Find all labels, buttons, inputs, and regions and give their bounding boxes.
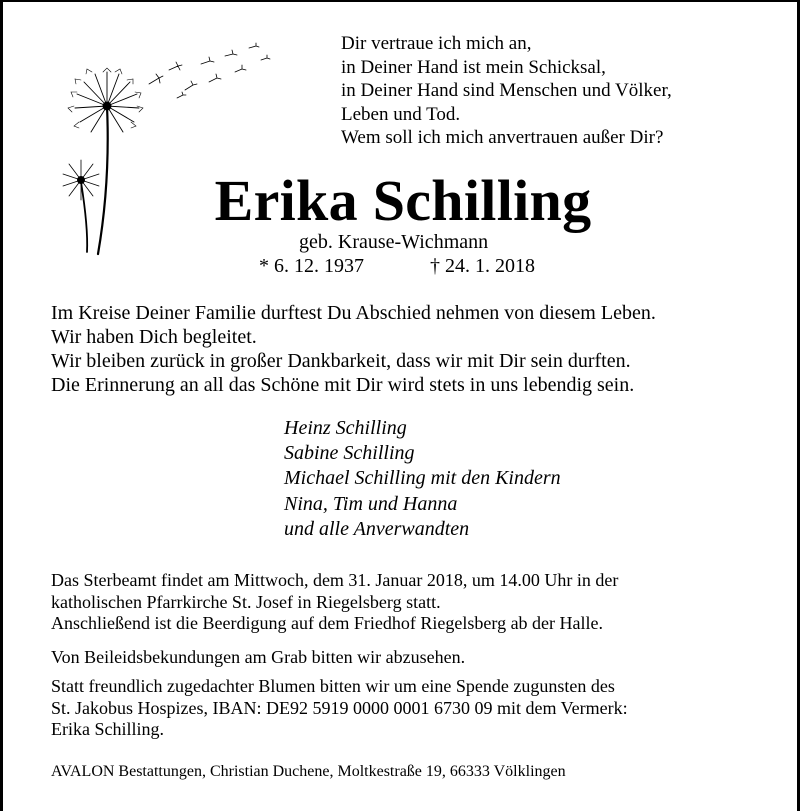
poem-line: in Deiner Hand ist mein Schicksal, xyxy=(341,56,606,78)
mourner-line: Sabine Schilling xyxy=(284,442,415,465)
donation-line: Erika Schilling. xyxy=(51,719,164,739)
condolence-note xyxy=(51,647,465,669)
mourner-line: und alle Anverwandten xyxy=(284,517,470,540)
poem-line: in Deiner Hand sind Menschen und Völker, xyxy=(341,80,672,102)
farewell-line: Wir bleiben zurück in großer Dankbarkeit, dass wir mit Dir sein durften. xyxy=(51,350,631,372)
farewell-line: Die Erinnerung an all das Schöne mit Dir wird stets in uns lebendig sein. xyxy=(51,374,635,396)
death-date: † 24. 1. 2018 xyxy=(430,255,535,277)
donation-line: St. Jakobus Hospizes, IBAN: DE92 5919 0000 0001 6730 09 mit dem Vermerk: xyxy=(51,697,628,718)
maiden-name: geb. Krause-Wichmann xyxy=(299,231,489,253)
mourner-line: Heinz Schilling xyxy=(284,417,407,439)
service-line: katholischen Pfarrkirche St. Josef in Riegelsberg statt. xyxy=(51,591,441,612)
service-line: Anschließend ist die Beerdigung auf dem Friedhof Riegelsberg ab der Halle. xyxy=(51,613,604,633)
birth-date: * 6. 12. 1937 xyxy=(259,255,364,277)
donation-info xyxy=(51,676,628,741)
poem-line: Leben und Tod. xyxy=(341,103,461,125)
farewell-text xyxy=(51,301,656,397)
farewell-line: Wir haben Dich begleitet. xyxy=(51,326,257,348)
mourner-line: Nina, Tim und Hanna xyxy=(284,492,458,515)
poem xyxy=(341,32,672,150)
funeral-home-footer: AVALON Bestattungen, Christian Duchene, Moltkestraße 19, 66333 Völklingen xyxy=(51,763,566,780)
farewell-line: Im Kreise Deiner Familie durftest Du Abschied nehmen von diesem Leben. xyxy=(51,302,656,324)
service-line: Das Sterbeamt findet am Mittwoch, dem 31. Januar 2018, um 14.00 Uhr in der xyxy=(51,570,619,590)
service-info xyxy=(51,570,618,635)
poem-line: Dir vertraue ich mich an, xyxy=(341,33,532,54)
mourner-line: Michael Schilling mit den Kindern xyxy=(284,467,561,490)
poem-line: Wem soll ich mich anvertrauen außer Dir? xyxy=(341,127,664,149)
condolence-line: Von Beileidsbekundungen am Grab bitten wir abzusehen. xyxy=(51,647,466,667)
donation-line: Statt freundlich zugedachter Blumen bitten wir um eine Spende zugunsten des xyxy=(51,676,615,696)
deceased-name: Erika Schilling xyxy=(214,168,592,233)
mourners-list xyxy=(284,416,561,542)
